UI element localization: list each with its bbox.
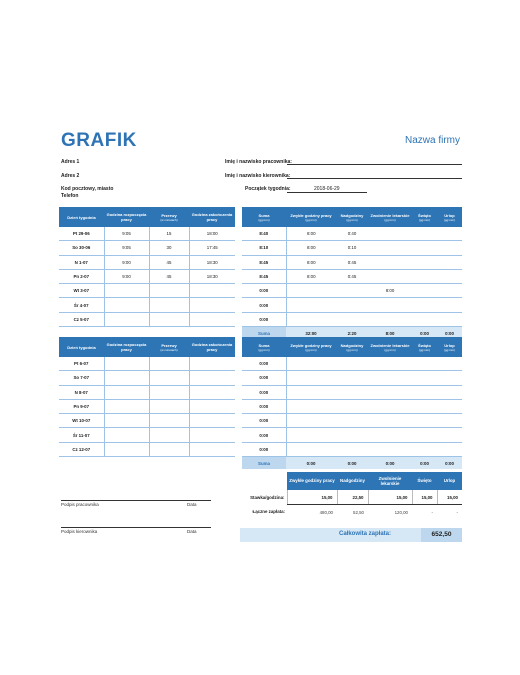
employee-signature-line[interactable] xyxy=(61,500,211,501)
table-row xyxy=(242,312,462,326)
holiday-cell[interactable] xyxy=(412,385,437,399)
rate-column-header: Święto xyxy=(412,472,437,490)
column-header: Godzina rozpoczęcia pracy xyxy=(104,207,149,227)
week-start-value[interactable]: 2018-06-29 xyxy=(314,186,340,192)
table-row xyxy=(59,255,235,269)
start-time-cell[interactable]: 9:00 xyxy=(104,255,149,269)
sick-leave-cell[interactable]: 8:00 xyxy=(368,284,412,298)
total-cell: 8:45 xyxy=(242,269,286,283)
sum-holiday: 0:00 xyxy=(412,457,437,470)
table-row xyxy=(242,241,462,255)
total-cell: 0:00 xyxy=(242,414,286,428)
table-row xyxy=(59,284,235,298)
rate-column-header: Nadgodziny xyxy=(337,472,368,490)
table-row xyxy=(242,298,462,312)
overtime-cell[interactable] xyxy=(336,442,368,456)
table-row xyxy=(242,371,462,385)
column-header: Suma (gg:mm) xyxy=(242,337,286,357)
address-1: Adres 1 xyxy=(61,159,80,165)
table-row xyxy=(59,371,235,385)
vacation-cell[interactable] xyxy=(437,312,462,326)
sum-label: Suma xyxy=(242,457,286,470)
holiday-cell[interactable] xyxy=(412,227,437,241)
manager-name-label: Imię i nazwisko kierownika: xyxy=(225,173,291,179)
vacation-cell[interactable] xyxy=(437,241,462,255)
sick-leave-cell[interactable] xyxy=(368,357,412,371)
vacation-cell[interactable] xyxy=(437,414,462,428)
manager-signature-label: Podpis kierownika xyxy=(61,529,98,534)
employee-name-field[interactable] xyxy=(287,164,462,165)
regular-hours-cell[interactable] xyxy=(286,298,336,312)
regular-hours-cell[interactable] xyxy=(286,428,336,442)
total-pay-value: 652,50 xyxy=(421,528,462,542)
column-header: Zwolnienie lekarskie (gg:mm) xyxy=(368,207,412,227)
end-time-cell[interactable]: 18:30 xyxy=(189,255,235,269)
end-time-cell[interactable]: 18:00 xyxy=(189,227,235,241)
regular-hours-cell[interactable] xyxy=(286,357,336,371)
end-time-cell[interactable]: 17:45 xyxy=(189,241,235,255)
regular-hours-cell[interactable] xyxy=(286,371,336,385)
holiday-cell[interactable] xyxy=(412,312,437,326)
table-row xyxy=(59,399,235,413)
sum-overtime: 2:20 xyxy=(336,327,368,340)
holiday-cell[interactable] xyxy=(412,399,437,413)
end-time-cell[interactable] xyxy=(189,385,235,399)
week-start-label: Początek tygodnia: xyxy=(245,186,291,192)
end-time-cell[interactable] xyxy=(189,428,235,442)
day-cell: Pn 2-07 xyxy=(59,269,104,283)
total-cell: 0:00 xyxy=(242,399,286,413)
employee-date-label: Data xyxy=(187,502,197,507)
total-cell: 0:00 xyxy=(242,284,286,298)
rate-label: Stawka/godzina: xyxy=(250,494,285,500)
day-cell: Pn 9-07 xyxy=(59,399,104,413)
pay-value-cell: 480,00 xyxy=(319,509,333,515)
overtime-cell[interactable] xyxy=(336,357,368,371)
employee-name-label: Imię i nazwisko pracownika: xyxy=(225,159,292,165)
pay-value-cell: 120,00 xyxy=(394,509,408,515)
overtime-cell[interactable] xyxy=(336,298,368,312)
end-time-cell[interactable] xyxy=(189,357,235,371)
rate-column-header: Zwykłe godziny pracy xyxy=(287,472,337,490)
day-cell: Śr 11-07 xyxy=(59,428,104,442)
sum-sick: 8:00 xyxy=(368,327,412,340)
break-cell[interactable]: 15 xyxy=(149,227,189,241)
vacation-cell[interactable] xyxy=(437,442,462,456)
sick-leave-cell[interactable] xyxy=(368,298,412,312)
regular-hours-cell[interactable] xyxy=(286,284,336,298)
rate-value-cell[interactable]: 22,50 xyxy=(337,490,368,505)
start-time-cell[interactable] xyxy=(104,385,149,399)
vacation-cell[interactable] xyxy=(437,385,462,399)
sick-leave-cell[interactable] xyxy=(368,385,412,399)
rate-column-header: Zwolnienie lekarskie xyxy=(368,472,412,490)
pay-value-cell: 52,50 xyxy=(353,509,364,515)
table-row xyxy=(242,284,462,298)
break-cell[interactable] xyxy=(149,399,189,413)
overtime-cell[interactable] xyxy=(336,399,368,413)
holiday-cell[interactable] xyxy=(412,414,437,428)
table-row xyxy=(59,385,235,399)
regular-hours-cell[interactable]: 8:00 xyxy=(286,241,336,255)
sick-leave-cell[interactable] xyxy=(368,241,412,255)
table-row xyxy=(59,312,235,326)
overtime-cell[interactable]: 0:45 xyxy=(336,255,368,269)
table-row xyxy=(242,255,462,269)
column-header: Święto (gg:mm) xyxy=(412,337,437,357)
start-time-cell[interactable] xyxy=(104,414,149,428)
start-time-cell[interactable] xyxy=(104,284,149,298)
overtime-cell[interactable]: 0:10 xyxy=(336,241,368,255)
vacation-cell[interactable] xyxy=(437,399,462,413)
manager-signature-line[interactable] xyxy=(61,527,211,528)
vacation-cell[interactable] xyxy=(437,428,462,442)
break-cell[interactable] xyxy=(149,385,189,399)
holiday-cell[interactable] xyxy=(412,241,437,255)
total-cell: 8:45 xyxy=(242,255,286,269)
rate-value-cell[interactable]: 15,00 xyxy=(437,490,462,505)
end-time-cell[interactable]: 18:30 xyxy=(189,269,235,283)
break-cell[interactable] xyxy=(149,298,189,312)
start-time-cell[interactable] xyxy=(104,312,149,326)
sick-leave-cell[interactable] xyxy=(368,312,412,326)
vacation-cell[interactable] xyxy=(437,255,462,269)
sum-label: Suma xyxy=(242,327,286,340)
regular-hours-cell[interactable] xyxy=(286,442,336,456)
total-cell: 0:00 xyxy=(242,442,286,456)
break-cell[interactable] xyxy=(149,442,189,456)
sick-leave-cell[interactable] xyxy=(368,371,412,385)
day-cell: Pt 29-06 xyxy=(59,227,104,241)
end-time-cell[interactable] xyxy=(189,298,235,312)
vacation-cell[interactable] xyxy=(437,298,462,312)
table-row xyxy=(242,269,462,283)
table-row xyxy=(242,357,462,371)
break-cell[interactable] xyxy=(149,371,189,385)
break-cell[interactable] xyxy=(149,414,189,428)
table-row xyxy=(59,241,235,255)
table-row xyxy=(242,428,462,442)
break-cell[interactable]: 30 xyxy=(149,241,189,255)
column-header: Nadgodziny (gg:mm) xyxy=(336,207,368,227)
holiday-cell[interactable] xyxy=(412,298,437,312)
column-header: Urlop (gg:mm) xyxy=(437,207,462,227)
total-cell: 0:00 xyxy=(242,371,286,385)
regular-hours-cell[interactable] xyxy=(286,385,336,399)
table-row xyxy=(59,298,235,312)
page-title: GRAFIK xyxy=(61,130,137,151)
total-cell: 0:00 xyxy=(242,312,286,326)
end-time-cell[interactable] xyxy=(189,414,235,428)
column-header: Dzień tygodnia xyxy=(59,337,104,357)
regular-hours-cell[interactable] xyxy=(286,399,336,413)
table-row xyxy=(242,227,462,241)
vacation-cell[interactable] xyxy=(437,284,462,298)
end-time-cell[interactable] xyxy=(189,442,235,456)
holiday-cell[interactable] xyxy=(412,284,437,298)
day-cell: So 30-06 xyxy=(59,241,104,255)
column-header: Urlop (gg:mm) xyxy=(437,337,462,357)
column-header: Zwolnienie lekarskie (gg:mm) xyxy=(368,337,412,357)
week1-schedule-table xyxy=(59,207,235,327)
sum-vacation: 0:00 xyxy=(437,457,462,470)
day-cell: N 1-07 xyxy=(59,255,104,269)
vacation-cell[interactable] xyxy=(437,371,462,385)
total-cell: 0:00 xyxy=(242,298,286,312)
week2-schedule-table xyxy=(59,337,235,457)
week-start-underline xyxy=(287,192,367,193)
sick-leave-cell[interactable] xyxy=(368,269,412,283)
regular-hours-cell[interactable]: 8:00 xyxy=(286,255,336,269)
total-cell: 8:10 xyxy=(242,241,286,255)
sick-leave-cell[interactable] xyxy=(368,399,412,413)
vacation-cell[interactable] xyxy=(437,357,462,371)
day-cell: Śr 4-07 xyxy=(59,298,104,312)
pay-label: Łączne zapłata: xyxy=(252,509,285,515)
day-cell: Wt 10-07 xyxy=(59,414,104,428)
table-row xyxy=(59,442,235,456)
day-cell: Cz 5-07 xyxy=(59,312,104,326)
employee-signature-label: Podpis pracownika xyxy=(61,502,99,507)
start-time-cell[interactable] xyxy=(104,357,149,371)
break-cell[interactable]: 45 xyxy=(149,255,189,269)
holiday-cell[interactable] xyxy=(412,255,437,269)
overtime-cell[interactable] xyxy=(336,371,368,385)
total-cell: 0:00 xyxy=(242,357,286,371)
column-header: Godzina rozpoczęcia pracy xyxy=(104,337,149,357)
overtime-cell[interactable] xyxy=(336,414,368,428)
table-row xyxy=(59,414,235,428)
table-row xyxy=(59,357,235,371)
end-time-cell[interactable] xyxy=(189,312,235,326)
pay-value-cell: - xyxy=(456,509,458,515)
break-cell[interactable] xyxy=(149,357,189,371)
manager-date-label: Data xyxy=(187,529,197,534)
sum-regular: 32:00 xyxy=(286,327,336,340)
start-time-cell[interactable] xyxy=(104,399,149,413)
overtime-cell[interactable]: 0:40 xyxy=(336,227,368,241)
overtime-cell[interactable] xyxy=(336,385,368,399)
vacation-cell[interactable] xyxy=(437,227,462,241)
sick-leave-cell[interactable] xyxy=(368,255,412,269)
rate-value-cell[interactable]: 15,00 xyxy=(412,490,437,505)
start-time-cell[interactable] xyxy=(104,442,149,456)
total-cell: 8:40 xyxy=(242,227,286,241)
rate-value-cell[interactable]: 15,00 xyxy=(368,490,412,505)
sick-leave-cell[interactable] xyxy=(368,428,412,442)
sum-regular: 0:00 xyxy=(286,457,336,470)
overtime-cell[interactable]: 0:45 xyxy=(336,269,368,283)
column-header: Przerwy (w minutach) xyxy=(149,337,189,357)
rate-column-header: Urlop xyxy=(437,472,462,490)
sum-row xyxy=(242,457,462,470)
holiday-cell[interactable] xyxy=(412,269,437,283)
column-header: Zwykłe godziny pracy (gg:mm) xyxy=(286,337,336,357)
start-time-cell[interactable]: 9:05 xyxy=(104,241,149,255)
holiday-cell[interactable] xyxy=(412,428,437,442)
overtime-cell[interactable] xyxy=(336,428,368,442)
postal-city: Kod pocztowy, miasto xyxy=(61,186,114,192)
day-cell: So 7-07 xyxy=(59,371,104,385)
rate-value-cell[interactable]: 15,00 xyxy=(287,490,337,505)
total-cell: 0:00 xyxy=(242,428,286,442)
regular-hours-cell[interactable] xyxy=(286,414,336,428)
overtime-cell[interactable] xyxy=(336,284,368,298)
start-time-cell[interactable] xyxy=(104,298,149,312)
end-time-cell[interactable] xyxy=(189,371,235,385)
total-pay-label: Całkowita zapłata: xyxy=(339,531,392,537)
start-time-cell[interactable]: 9:00 xyxy=(104,269,149,283)
sick-leave-cell[interactable] xyxy=(368,227,412,241)
phone: Telefon xyxy=(61,193,79,199)
start-time-cell[interactable] xyxy=(104,428,149,442)
start-time-cell[interactable]: 9:05 xyxy=(104,227,149,241)
column-header: Dzień tygodnia xyxy=(59,207,104,227)
company-name: Nazwa firmy xyxy=(404,135,460,146)
end-time-cell[interactable] xyxy=(189,399,235,413)
vacation-cell[interactable] xyxy=(437,269,462,283)
regular-hours-cell[interactable]: 8:00 xyxy=(286,227,336,241)
table-row xyxy=(242,385,462,399)
table-row xyxy=(59,227,235,241)
break-cell[interactable] xyxy=(149,312,189,326)
break-cell[interactable]: 45 xyxy=(149,269,189,283)
sum-overtime: 0:00 xyxy=(336,457,368,470)
table-row xyxy=(59,428,235,442)
table-row xyxy=(242,399,462,413)
overtime-cell[interactable] xyxy=(336,312,368,326)
week2-hours-table xyxy=(242,337,462,469)
table-row xyxy=(242,414,462,428)
column-header: Zwykłe godziny pracy (gg:mm) xyxy=(286,207,336,227)
column-header: Przerwy (w minutach) xyxy=(149,207,189,227)
column-header: Godzina zakończenia pracy xyxy=(189,207,235,227)
holiday-cell[interactable] xyxy=(412,442,437,456)
column-header: Godzina zakończenia pracy xyxy=(189,337,235,357)
sum-sick: 0:00 xyxy=(368,457,412,470)
sum-holiday: 0:00 xyxy=(412,327,437,340)
day-cell: Cz 12-07 xyxy=(59,442,104,456)
column-header: Suma (gg:mm) xyxy=(242,207,286,227)
regular-hours-cell[interactable] xyxy=(286,312,336,326)
total-cell: 0:00 xyxy=(242,385,286,399)
sum-vacation: 0:00 xyxy=(437,327,462,340)
table-row xyxy=(242,442,462,456)
pay-rates-table xyxy=(241,472,462,519)
column-header: Nadgodziny (gg:mm) xyxy=(336,337,368,357)
day-cell: N 8-07 xyxy=(59,385,104,399)
holiday-cell[interactable] xyxy=(412,357,437,371)
break-cell[interactable] xyxy=(149,284,189,298)
manager-name-field[interactable] xyxy=(287,178,462,179)
holiday-cell[interactable] xyxy=(412,371,437,385)
table-row xyxy=(59,269,235,283)
break-cell[interactable] xyxy=(149,428,189,442)
end-time-cell[interactable] xyxy=(189,284,235,298)
regular-hours-cell[interactable]: 8:00 xyxy=(286,269,336,283)
day-cell: Pt 6-07 xyxy=(59,357,104,371)
sick-leave-cell[interactable] xyxy=(368,414,412,428)
week1-hours-table xyxy=(242,207,462,339)
pay-value-cell: - xyxy=(431,509,433,515)
column-header: Święto (gg:mm) xyxy=(412,207,437,227)
sick-leave-cell[interactable] xyxy=(368,442,412,456)
start-time-cell[interactable] xyxy=(104,371,149,385)
address-2: Adres 2 xyxy=(61,173,80,179)
day-cell: Wt 3-07 xyxy=(59,284,104,298)
